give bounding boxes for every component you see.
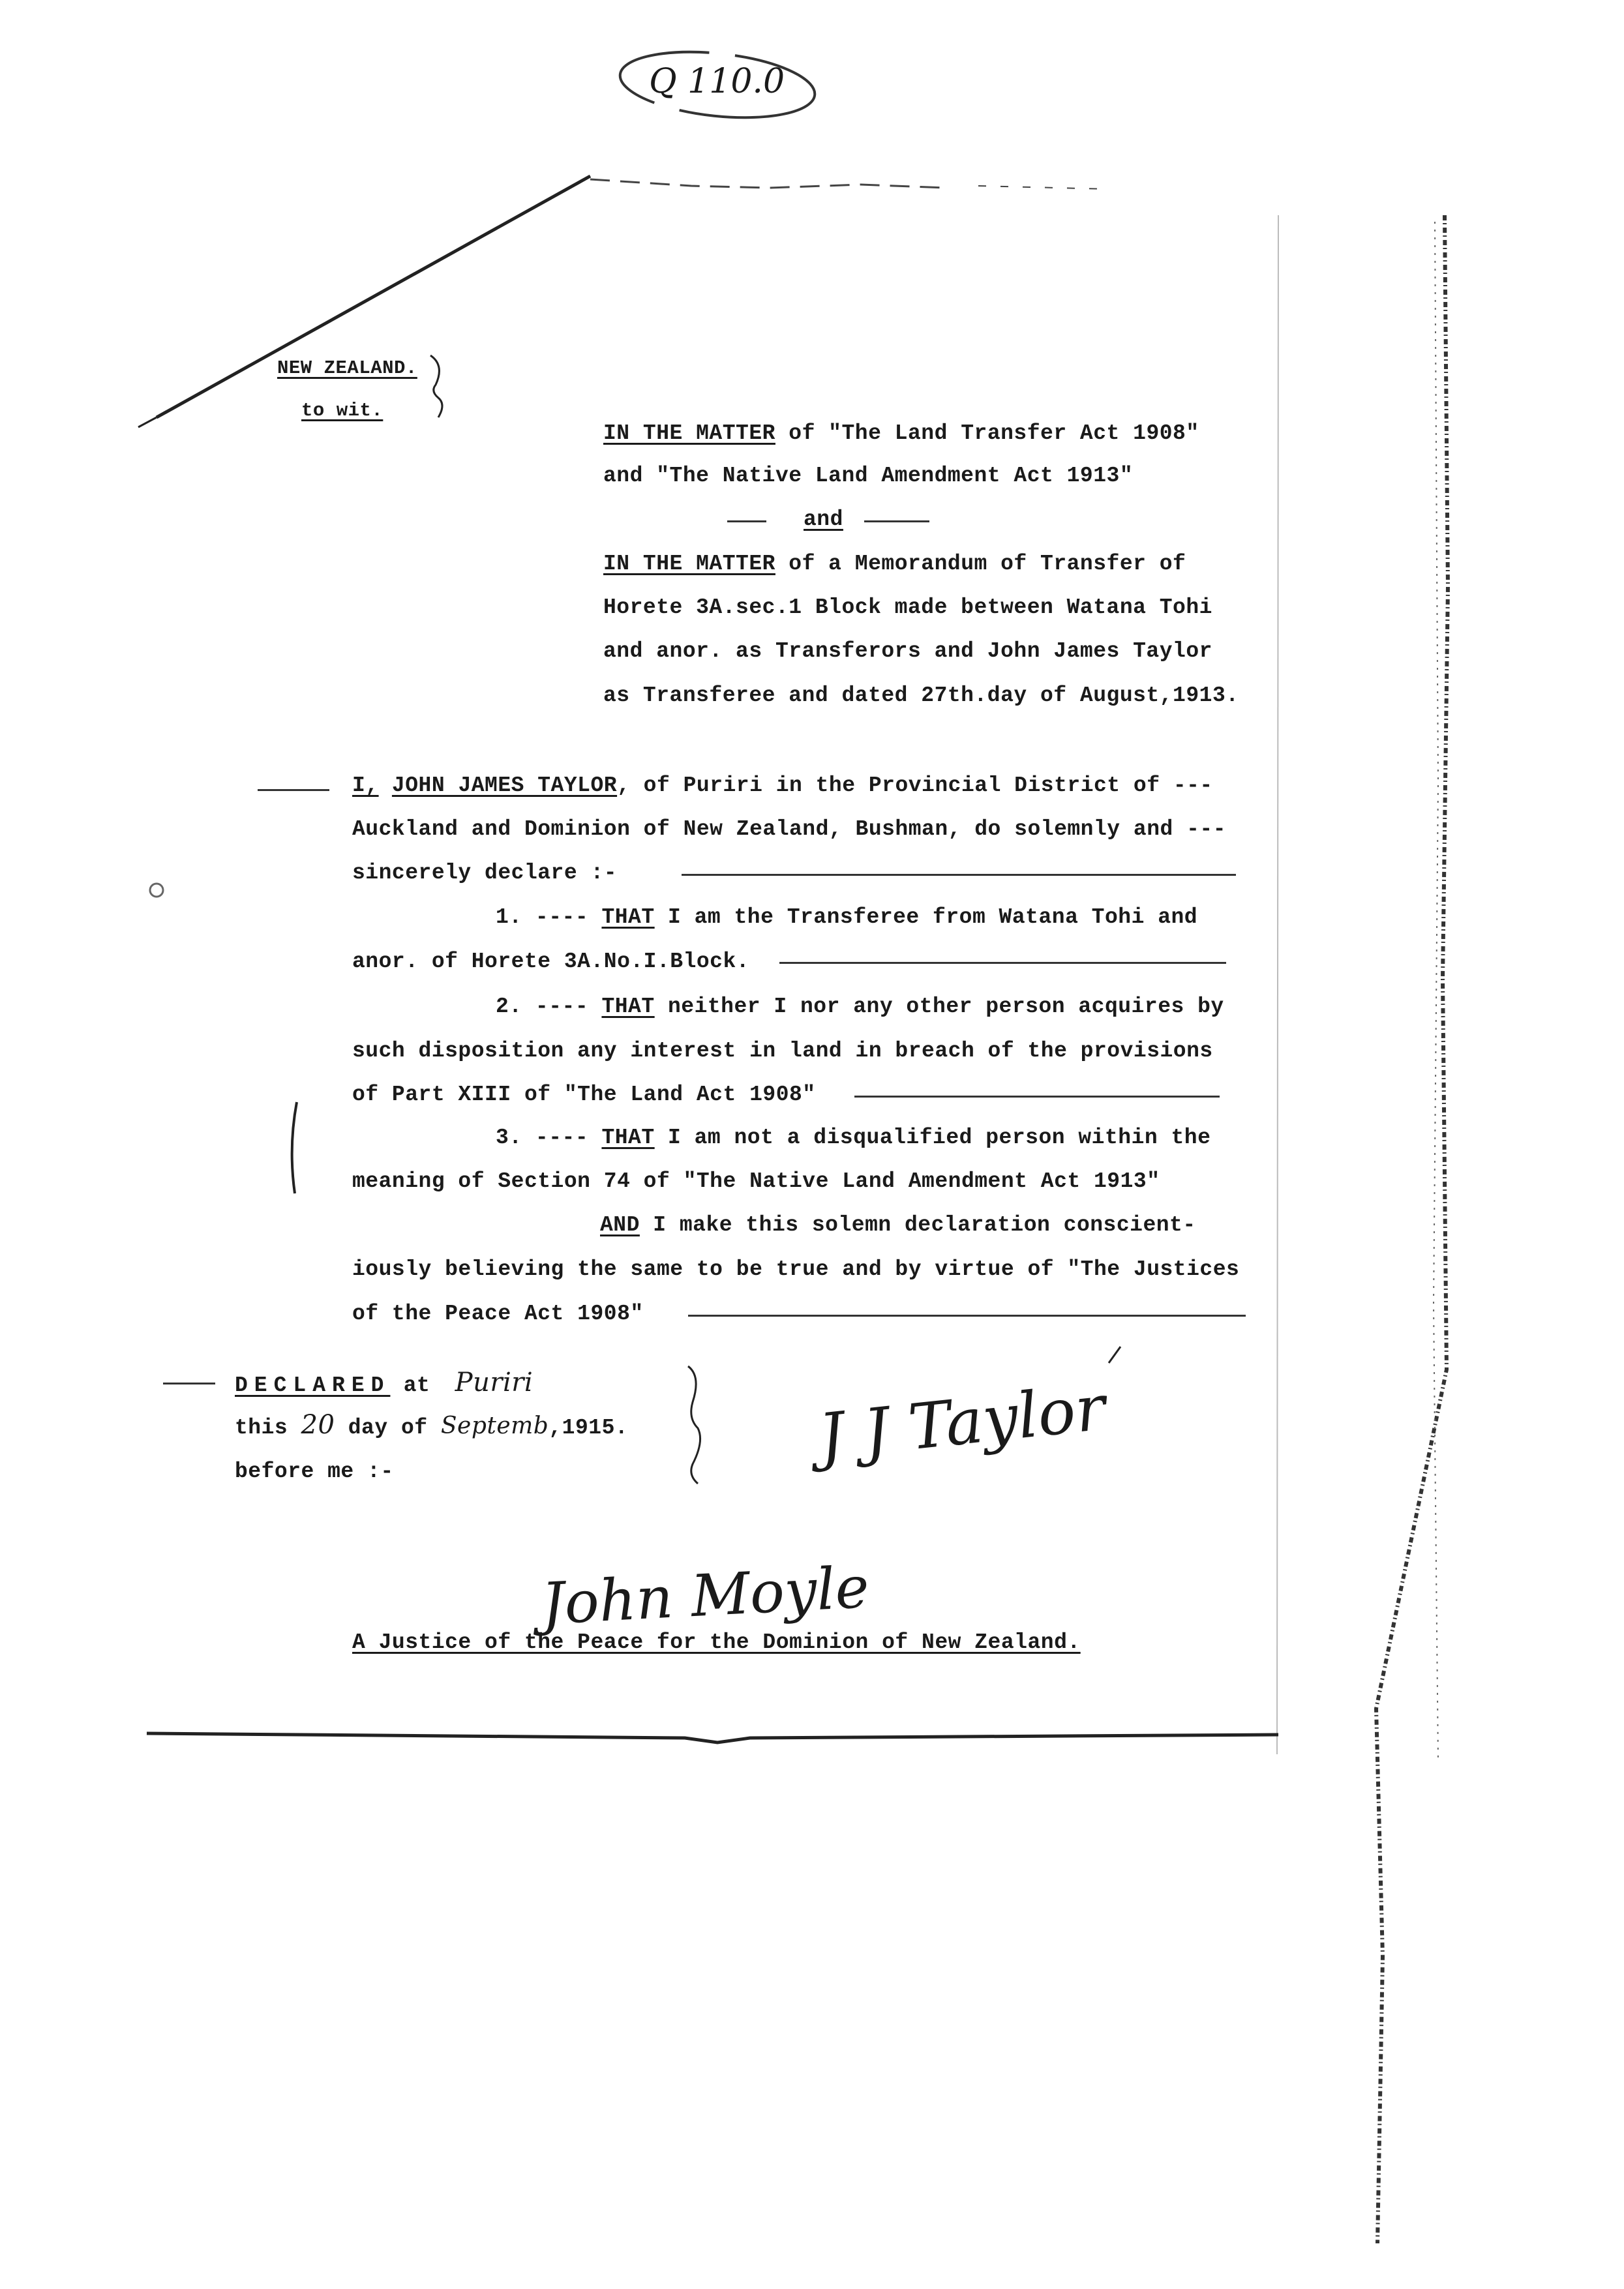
paragraph-3-that: THAT <box>601 1126 655 1150</box>
matter-2-line-4: as Transferee and dated 27th.day of August,1913. <box>603 683 1239 708</box>
and-dash-right <box>864 520 929 522</box>
intro-lead-dash <box>258 789 329 791</box>
paragraph-3-rest: I am not a disqualified person within the <box>667 1126 1211 1150</box>
jurisdiction-country: NEW ZEALAND. <box>277 357 417 379</box>
paragraph-1-rest: I am the Transferee from Watana Tohi and <box>667 905 1198 929</box>
jurat-day: 20 <box>301 1410 335 1440</box>
jurat-day-of: day of <box>348 1416 428 1440</box>
jurat-line-1 <box>235 1369 533 1396</box>
matter-1-line-1 <box>603 423 1199 444</box>
jurat-before-me: before me :- <box>235 1459 394 1484</box>
paragraph-2-line-1 <box>496 996 1224 1017</box>
and-clause-rule <box>688 1315 1246 1317</box>
jurat-lead-dash <box>163 1383 215 1384</box>
matter-2-line-2: Horete 3A.sec.1 Block made between Watana Tohi <box>603 595 1212 620</box>
paragraph-1-that: THAT <box>601 905 655 929</box>
jurat-month: Septemb <box>440 1413 549 1439</box>
matter-2-lead: IN THE MATTER <box>603 552 775 576</box>
jurat-year: ,1915. <box>549 1416 629 1440</box>
heading-and: and <box>804 507 843 531</box>
and-clause-line-1 <box>600 1214 1196 1236</box>
jurat-this: this <box>235 1416 288 1440</box>
intro-line-3-rule <box>682 874 1236 876</box>
jurisdiction-to-wit: to wit. <box>301 400 383 421</box>
and-clause-lead: AND <box>600 1213 640 1237</box>
paragraph-3-line-2: meaning of Section 74 of "The Native Land Amendment Act 1913" <box>352 1169 1160 1193</box>
paragraph-3-line-1 <box>496 1127 1210 1148</box>
reference-note: Q 110.0 <box>649 62 785 101</box>
matter-1-lead: IN THE MATTER <box>603 421 775 445</box>
justice-title: A Justice of the Peace for the Dominion of New Zealand. <box>352 1630 1081 1654</box>
paragraph-2-line-3: of Part XIII of "The Land Act 1908" <box>352 1083 816 1107</box>
paragraph-1-line-1 <box>496 906 1197 928</box>
matter-1-line-2: and "The Native Land Amendment Act 1913" <box>603 464 1134 488</box>
paragraph-2-rule <box>854 1096 1220 1098</box>
matter-2-line-1 <box>603 553 1186 575</box>
paragraph-1-line-2: anor. of Horete 3A.No.I.Block. <box>352 950 750 974</box>
matter-2-line-3: and anor. as Transferors and John James Taylor <box>603 639 1212 663</box>
paragraph-1-rule <box>779 962 1226 964</box>
intro-name: JOHN JAMES TAYLOR <box>391 773 618 798</box>
and-clause-line-3: of the Peace Act 1908" <box>352 1302 644 1326</box>
paragraph-2-rest: neither I nor any other person acquires by <box>667 995 1224 1019</box>
declarant-signature: J J Taylor <box>815 1371 1109 1474</box>
and-clause-rest: I make this solemn declaration conscient- <box>653 1213 1196 1237</box>
and-clause-line-2: iously believing the same to be true and by virtue of "The Justices <box>352 1257 1240 1281</box>
jurat-declared: DECLARED <box>235 1373 391 1398</box>
declaration-intro-line-3: sincerely declare :- <box>352 861 618 885</box>
intro-rest: , of Puriri in the Provincial District of --- <box>617 773 1213 798</box>
justice-signature: John Moyle <box>539 1553 871 1638</box>
paragraph-2-line-2: such disposition any interest in land in breach of the provisions <box>352 1039 1213 1063</box>
matter-2-rest: of a Memorandum of Transfer of <box>789 552 1186 576</box>
and-dash-left <box>727 520 766 522</box>
declaration-intro-line-2: Auckland and Dominion of New Zealand, Bushman, do solemnly and --- <box>352 817 1227 841</box>
paragraph-3-number: 3. ---- <box>496 1126 589 1150</box>
paragraph-2-number: 2. ---- <box>496 995 589 1019</box>
jurat-place: Puriri <box>455 1368 534 1398</box>
matter-1-rest: of "The Land Transfer Act 1908" <box>789 421 1199 445</box>
jurat-at: at <box>403 1373 430 1398</box>
paragraph-1-number: 1. ---- <box>496 905 589 929</box>
jurat-line-2 <box>235 1412 628 1439</box>
intro-lead: I, <box>352 773 379 798</box>
paragraph-2-that: THAT <box>601 995 655 1019</box>
declaration-intro-line-1 <box>352 775 1213 796</box>
